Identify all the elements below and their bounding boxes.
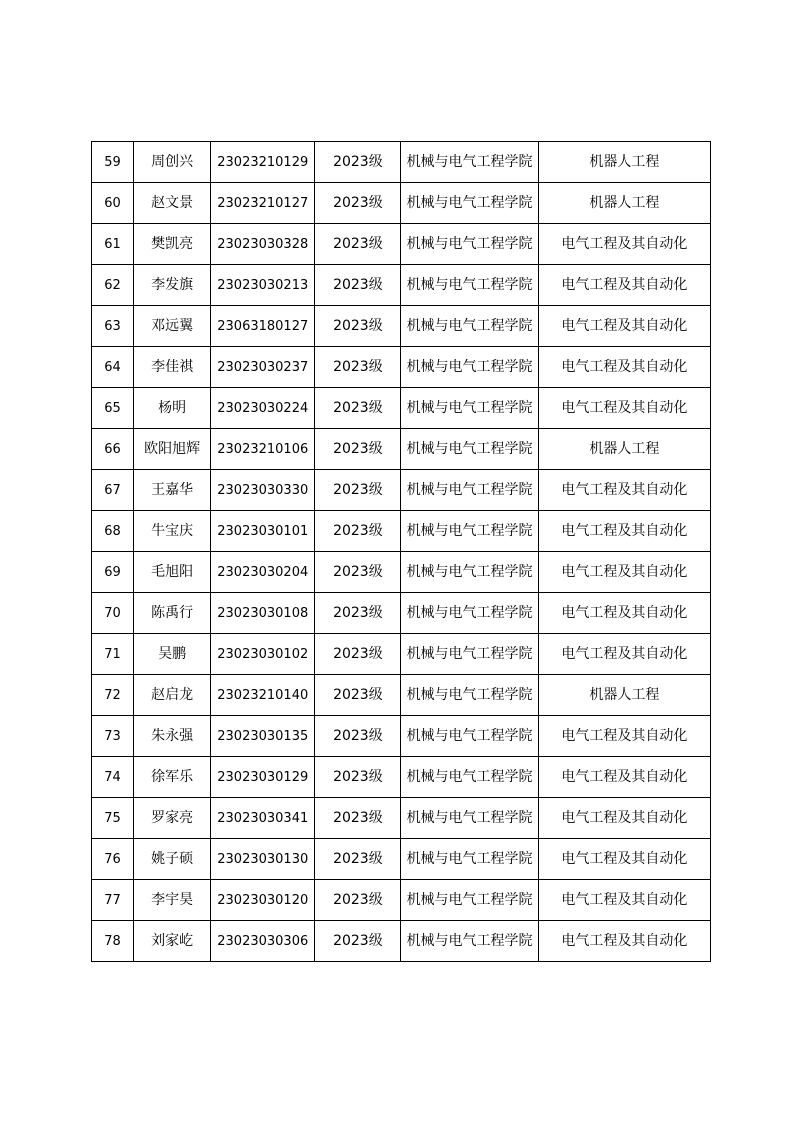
college-cell: 机械与电气工程学院 [401,880,538,921]
college-cell: 机械与电气工程学院 [401,470,538,511]
grade-cell: 2023级 [315,265,401,306]
table-row [92,224,711,265]
student-id-cell: 23023030330 [211,470,315,511]
major-cell: 电气工程及其自动化 [538,470,710,511]
table-row [92,347,711,388]
student-name-cell: 王嘉华 [134,470,211,511]
table-row [92,634,711,675]
row-number-cell: 69 [92,552,134,593]
major-cell: 电气工程及其自动化 [538,265,710,306]
row-number-cell: 64 [92,347,134,388]
row-number-cell: 72 [92,675,134,716]
table-row [92,839,711,880]
college-cell: 机械与电气工程学院 [401,716,538,757]
grade-cell: 2023级 [315,429,401,470]
grade-cell: 2023级 [315,798,401,839]
roster-body [92,142,711,962]
grade-cell: 2023级 [315,511,401,552]
student-name-cell: 杨明 [134,388,211,429]
student-id-cell: 23023210140 [211,675,315,716]
grade-cell: 2023级 [315,224,401,265]
table-row [92,470,711,511]
grade-cell: 2023级 [315,470,401,511]
student-name-cell: 樊凯亮 [134,224,211,265]
table-row [92,880,711,921]
college-cell: 机械与电气工程学院 [401,142,538,183]
student-id-cell: 23023030341 [211,798,315,839]
grade-cell: 2023级 [315,839,401,880]
grade-cell: 2023级 [315,142,401,183]
table-row [92,142,711,183]
student-id-cell: 23023210127 [211,183,315,224]
student-id-cell: 23023030328 [211,224,315,265]
row-number-cell: 60 [92,183,134,224]
student-name-cell: 毛旭阳 [134,552,211,593]
student-id-cell: 23023030101 [211,511,315,552]
row-number-cell: 78 [92,921,134,962]
table-row [92,716,711,757]
grade-cell: 2023级 [315,921,401,962]
college-cell: 机械与电气工程学院 [401,224,538,265]
student-name-cell: 赵启龙 [134,675,211,716]
table-row [92,921,711,962]
table-row [92,429,711,470]
grade-cell: 2023级 [315,388,401,429]
student-id-cell: 23023030120 [211,880,315,921]
major-cell: 电气工程及其自动化 [538,798,710,839]
college-cell: 机械与电气工程学院 [401,265,538,306]
major-cell: 电气工程及其自动化 [538,347,710,388]
college-cell: 机械与电气工程学院 [401,511,538,552]
major-cell: 电气工程及其自动化 [538,921,710,962]
major-cell: 电气工程及其自动化 [538,306,710,347]
college-cell: 机械与电气工程学院 [401,183,538,224]
student-id-cell: 23023030224 [211,388,315,429]
major-cell: 电气工程及其自动化 [538,880,710,921]
major-cell: 电气工程及其自动化 [538,634,710,675]
student-name-cell: 刘家屹 [134,921,211,962]
student-id-cell: 23023030129 [211,757,315,798]
student-id-cell: 23023030108 [211,593,315,634]
student-name-cell: 徐军乐 [134,757,211,798]
grade-cell: 2023级 [315,757,401,798]
row-number-cell: 63 [92,306,134,347]
student-name-cell: 陈禹行 [134,593,211,634]
college-cell: 机械与电气工程学院 [401,839,538,880]
student-id-cell: 23023030135 [211,716,315,757]
college-cell: 机械与电气工程学院 [401,347,538,388]
student-name-cell: 罗家亮 [134,798,211,839]
major-cell: 电气工程及其自动化 [538,552,710,593]
row-number-cell: 59 [92,142,134,183]
row-number-cell: 73 [92,716,134,757]
college-cell: 机械与电气工程学院 [401,675,538,716]
college-cell: 机械与电气工程学院 [401,429,538,470]
student-id-cell: 23023030237 [211,347,315,388]
table-row [92,552,711,593]
college-cell: 机械与电气工程学院 [401,552,538,593]
table-row [92,757,711,798]
student-id-cell: 23023030130 [211,839,315,880]
student-name-cell: 李佳祺 [134,347,211,388]
grade-cell: 2023级 [315,306,401,347]
student-name-cell: 周创兴 [134,142,211,183]
college-cell: 机械与电气工程学院 [401,388,538,429]
student-roster-table [91,141,711,962]
college-cell: 机械与电气工程学院 [401,757,538,798]
major-cell: 电气工程及其自动化 [538,757,710,798]
grade-cell: 2023级 [315,552,401,593]
table-row [92,511,711,552]
grade-cell: 2023级 [315,634,401,675]
major-cell: 机器人工程 [538,142,710,183]
major-cell: 机器人工程 [538,183,710,224]
student-id-cell: 23063180127 [211,306,315,347]
major-cell: 电气工程及其自动化 [538,839,710,880]
row-number-cell: 65 [92,388,134,429]
table-row [92,675,711,716]
college-cell: 机械与电气工程学院 [401,593,538,634]
major-cell: 电气工程及其自动化 [538,511,710,552]
student-name-cell: 吴鹏 [134,634,211,675]
row-number-cell: 76 [92,839,134,880]
student-id-cell: 23023210129 [211,142,315,183]
grade-cell: 2023级 [315,675,401,716]
student-name-cell: 邓远翼 [134,306,211,347]
row-number-cell: 66 [92,429,134,470]
table-row [92,388,711,429]
grade-cell: 2023级 [315,880,401,921]
row-number-cell: 74 [92,757,134,798]
college-cell: 机械与电气工程学院 [401,306,538,347]
grade-cell: 2023级 [315,716,401,757]
college-cell: 机械与电气工程学院 [401,634,538,675]
major-cell: 机器人工程 [538,675,710,716]
row-number-cell: 67 [92,470,134,511]
row-number-cell: 62 [92,265,134,306]
grade-cell: 2023级 [315,347,401,388]
student-id-cell: 23023030213 [211,265,315,306]
student-name-cell: 赵文景 [134,183,211,224]
student-id-cell: 23023210106 [211,429,315,470]
student-name-cell: 朱永强 [134,716,211,757]
grade-cell: 2023级 [315,183,401,224]
table-row [92,306,711,347]
table-row [92,593,711,634]
student-id-cell: 23023030306 [211,921,315,962]
college-cell: 机械与电气工程学院 [401,798,538,839]
student-name-cell: 牛宝庆 [134,511,211,552]
grade-cell: 2023级 [315,593,401,634]
major-cell: 电气工程及其自动化 [538,593,710,634]
major-cell: 机器人工程 [538,429,710,470]
college-cell: 机械与电气工程学院 [401,921,538,962]
row-number-cell: 71 [92,634,134,675]
major-cell: 电气工程及其自动化 [538,388,710,429]
student-name-cell: 欧阳旭辉 [134,429,211,470]
row-number-cell: 70 [92,593,134,634]
student-name-cell: 李发旗 [134,265,211,306]
student-id-cell: 23023030102 [211,634,315,675]
table-row [92,183,711,224]
student-name-cell: 姚子硕 [134,839,211,880]
row-number-cell: 68 [92,511,134,552]
row-number-cell: 77 [92,880,134,921]
table-row [92,798,711,839]
row-number-cell: 61 [92,224,134,265]
major-cell: 电气工程及其自动化 [538,716,710,757]
row-number-cell: 75 [92,798,134,839]
student-id-cell: 23023030204 [211,552,315,593]
table-row [92,265,711,306]
student-name-cell: 李宇昊 [134,880,211,921]
major-cell: 电气工程及其自动化 [538,224,710,265]
